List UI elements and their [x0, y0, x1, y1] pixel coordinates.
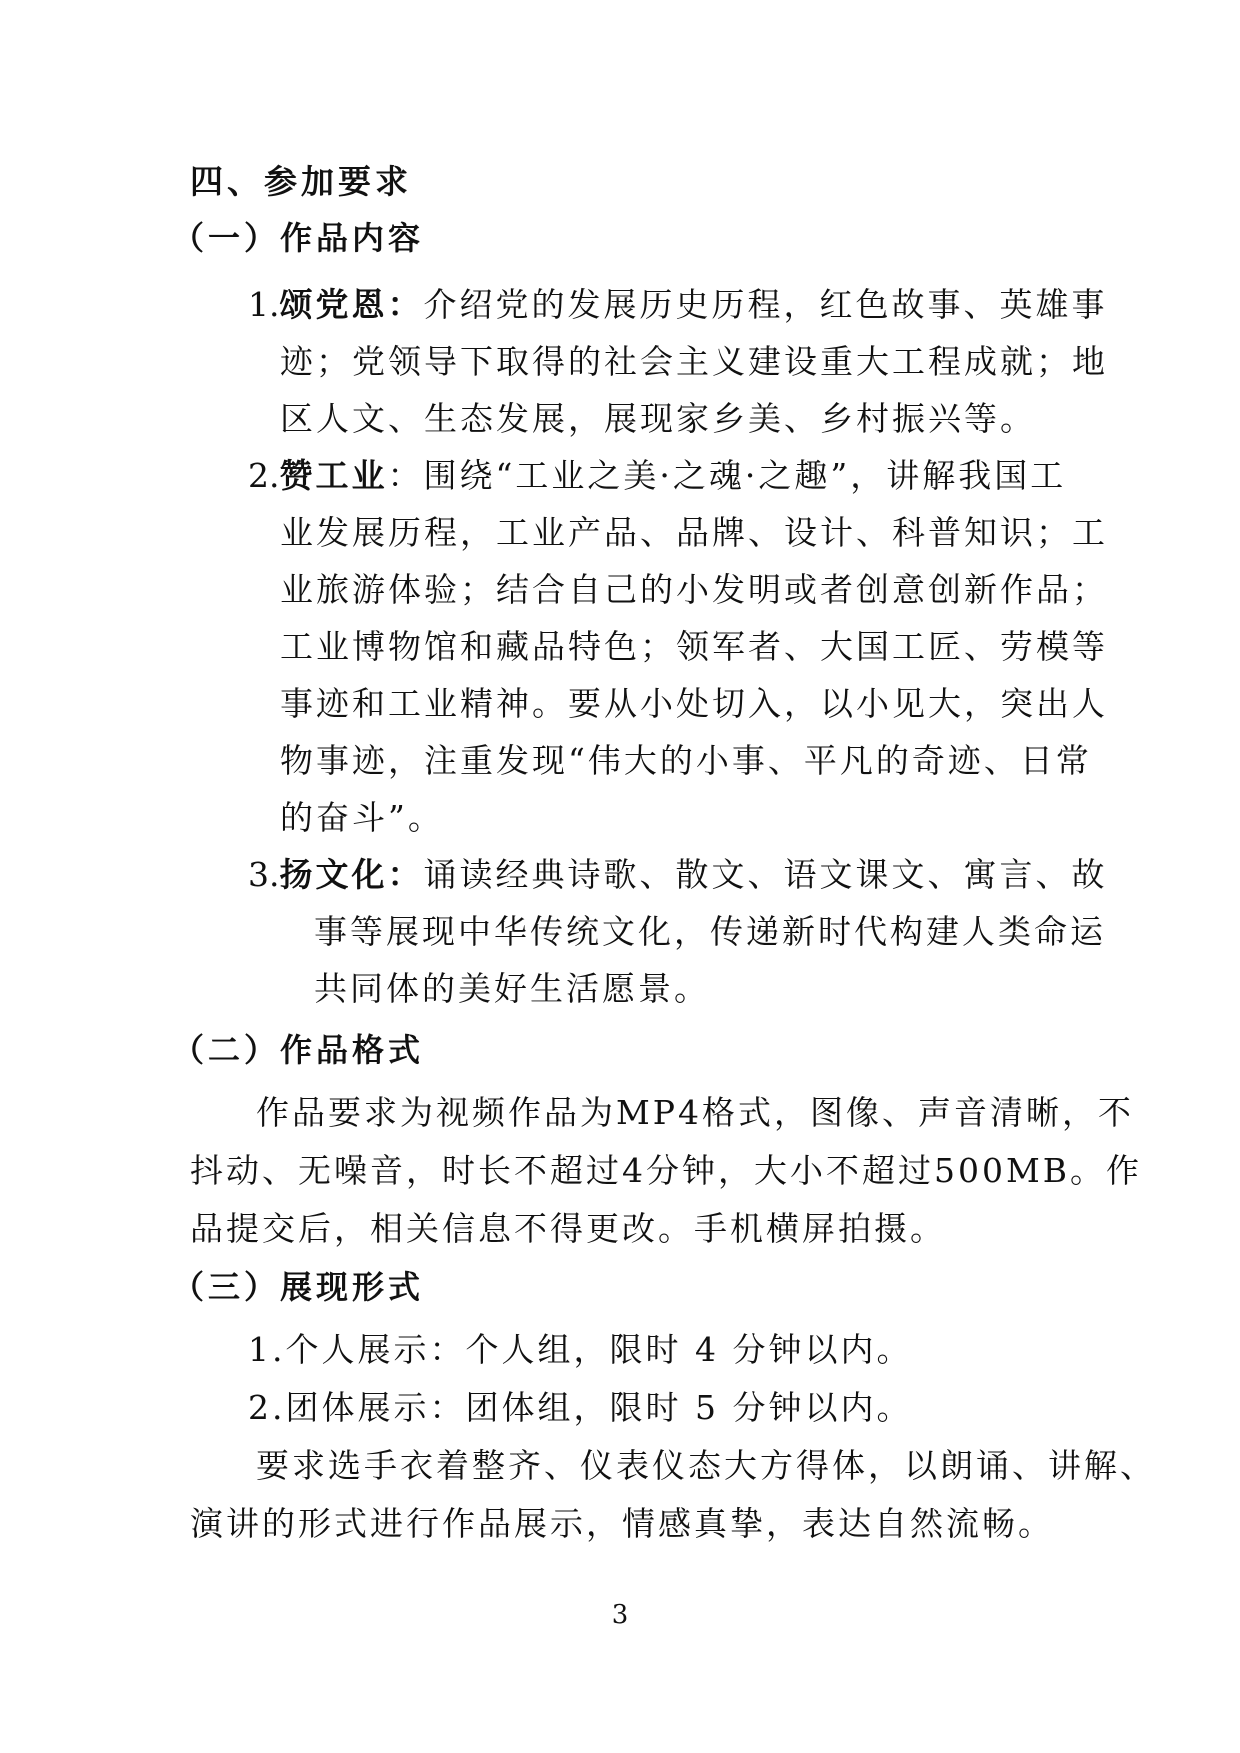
- subsection-title-presentation: （三）展现形式: [172, 1268, 425, 1306]
- paragraph-line: 要求选手衣着整齐、仪表仪态大方得体，以朗诵、讲解、: [256, 1446, 1156, 1485]
- list-item-3-first-line: [248, 855, 1108, 895]
- list-item-3-line: 事等展现中华传统文化，传递新时代构建人类命运: [314, 912, 1106, 951]
- keyword-label: 扬文化：: [279, 855, 424, 894]
- list-item-2-line: 工业博物馆和藏品特色；领军者、大国工匠、劳模等: [280, 627, 1108, 666]
- keyword-label: 颂党恩：: [279, 285, 424, 324]
- list-item-2-line: 业发展历程，工业产品、品牌、设计、科普知识；工: [280, 513, 1108, 552]
- list-item: 2.团体展示：团体组，限时 5 分钟以内。: [248, 1388, 913, 1427]
- section-heading: 四、参加要求: [190, 162, 412, 201]
- list-number: 1.: [248, 285, 280, 324]
- paragraph-line: 演讲的形式进行作品展示，情感真挚，表达自然流畅。: [190, 1504, 1054, 1543]
- list-text: 介绍党的发展历史历程，红色故事、英雄事: [423, 285, 1108, 324]
- list-text: 诵读经典诗歌、散文、语文课文、寓言、故: [423, 855, 1108, 894]
- subsection-title-content: （一）作品内容: [172, 219, 425, 257]
- list-item-3-line: 共同体的美好生活愿景。: [314, 969, 710, 1008]
- list-item-2-first-line: [248, 456, 1066, 496]
- paragraph-line: 抖动、无噪音，时长不超过4分钟，大小不超过500MB。作: [190, 1151, 1143, 1190]
- list-item-2-line: 物事迹，注重发现“伟大的小事、平凡的奇迹、日常: [280, 741, 1092, 780]
- list-item-1-line: 迹；党领导下取得的社会主义建设重大工程成就；地: [280, 342, 1108, 381]
- paragraph-line: 作品要求为视频作品为MP4格式，图像、声音清晰，不: [256, 1093, 1134, 1132]
- list-number: 2.: [248, 456, 280, 495]
- list-item-2-line: 事迹和工业精神。要从小处切入，以小见大，突出人: [280, 684, 1108, 723]
- list-text: ：围绕“工业之美·之魂·之趣”，讲解我国工: [387, 456, 1067, 495]
- list-number: 3.: [248, 855, 280, 894]
- paragraph-line: 品提交后，相关信息不得更改。手机横屏拍摄。: [190, 1209, 946, 1248]
- list-item: 1.个人展示：个人组，限时 4 分钟以内。: [248, 1330, 913, 1369]
- list-item-2-line: 业旅游体验；结合自己的小发明或者创意创新作品；: [280, 570, 1108, 609]
- list-item-1-first-line: [248, 285, 1108, 325]
- page-number: 3: [611, 1600, 629, 1630]
- list-item-1-line: 区人文、生态发展，展现家乡美、乡村振兴等。: [280, 399, 1036, 438]
- list-item-2-line: 的奋斗”。: [280, 798, 444, 837]
- subsection-title-format: （二）作品格式: [172, 1031, 425, 1069]
- keyword-label: 赞工业: [279, 456, 388, 495]
